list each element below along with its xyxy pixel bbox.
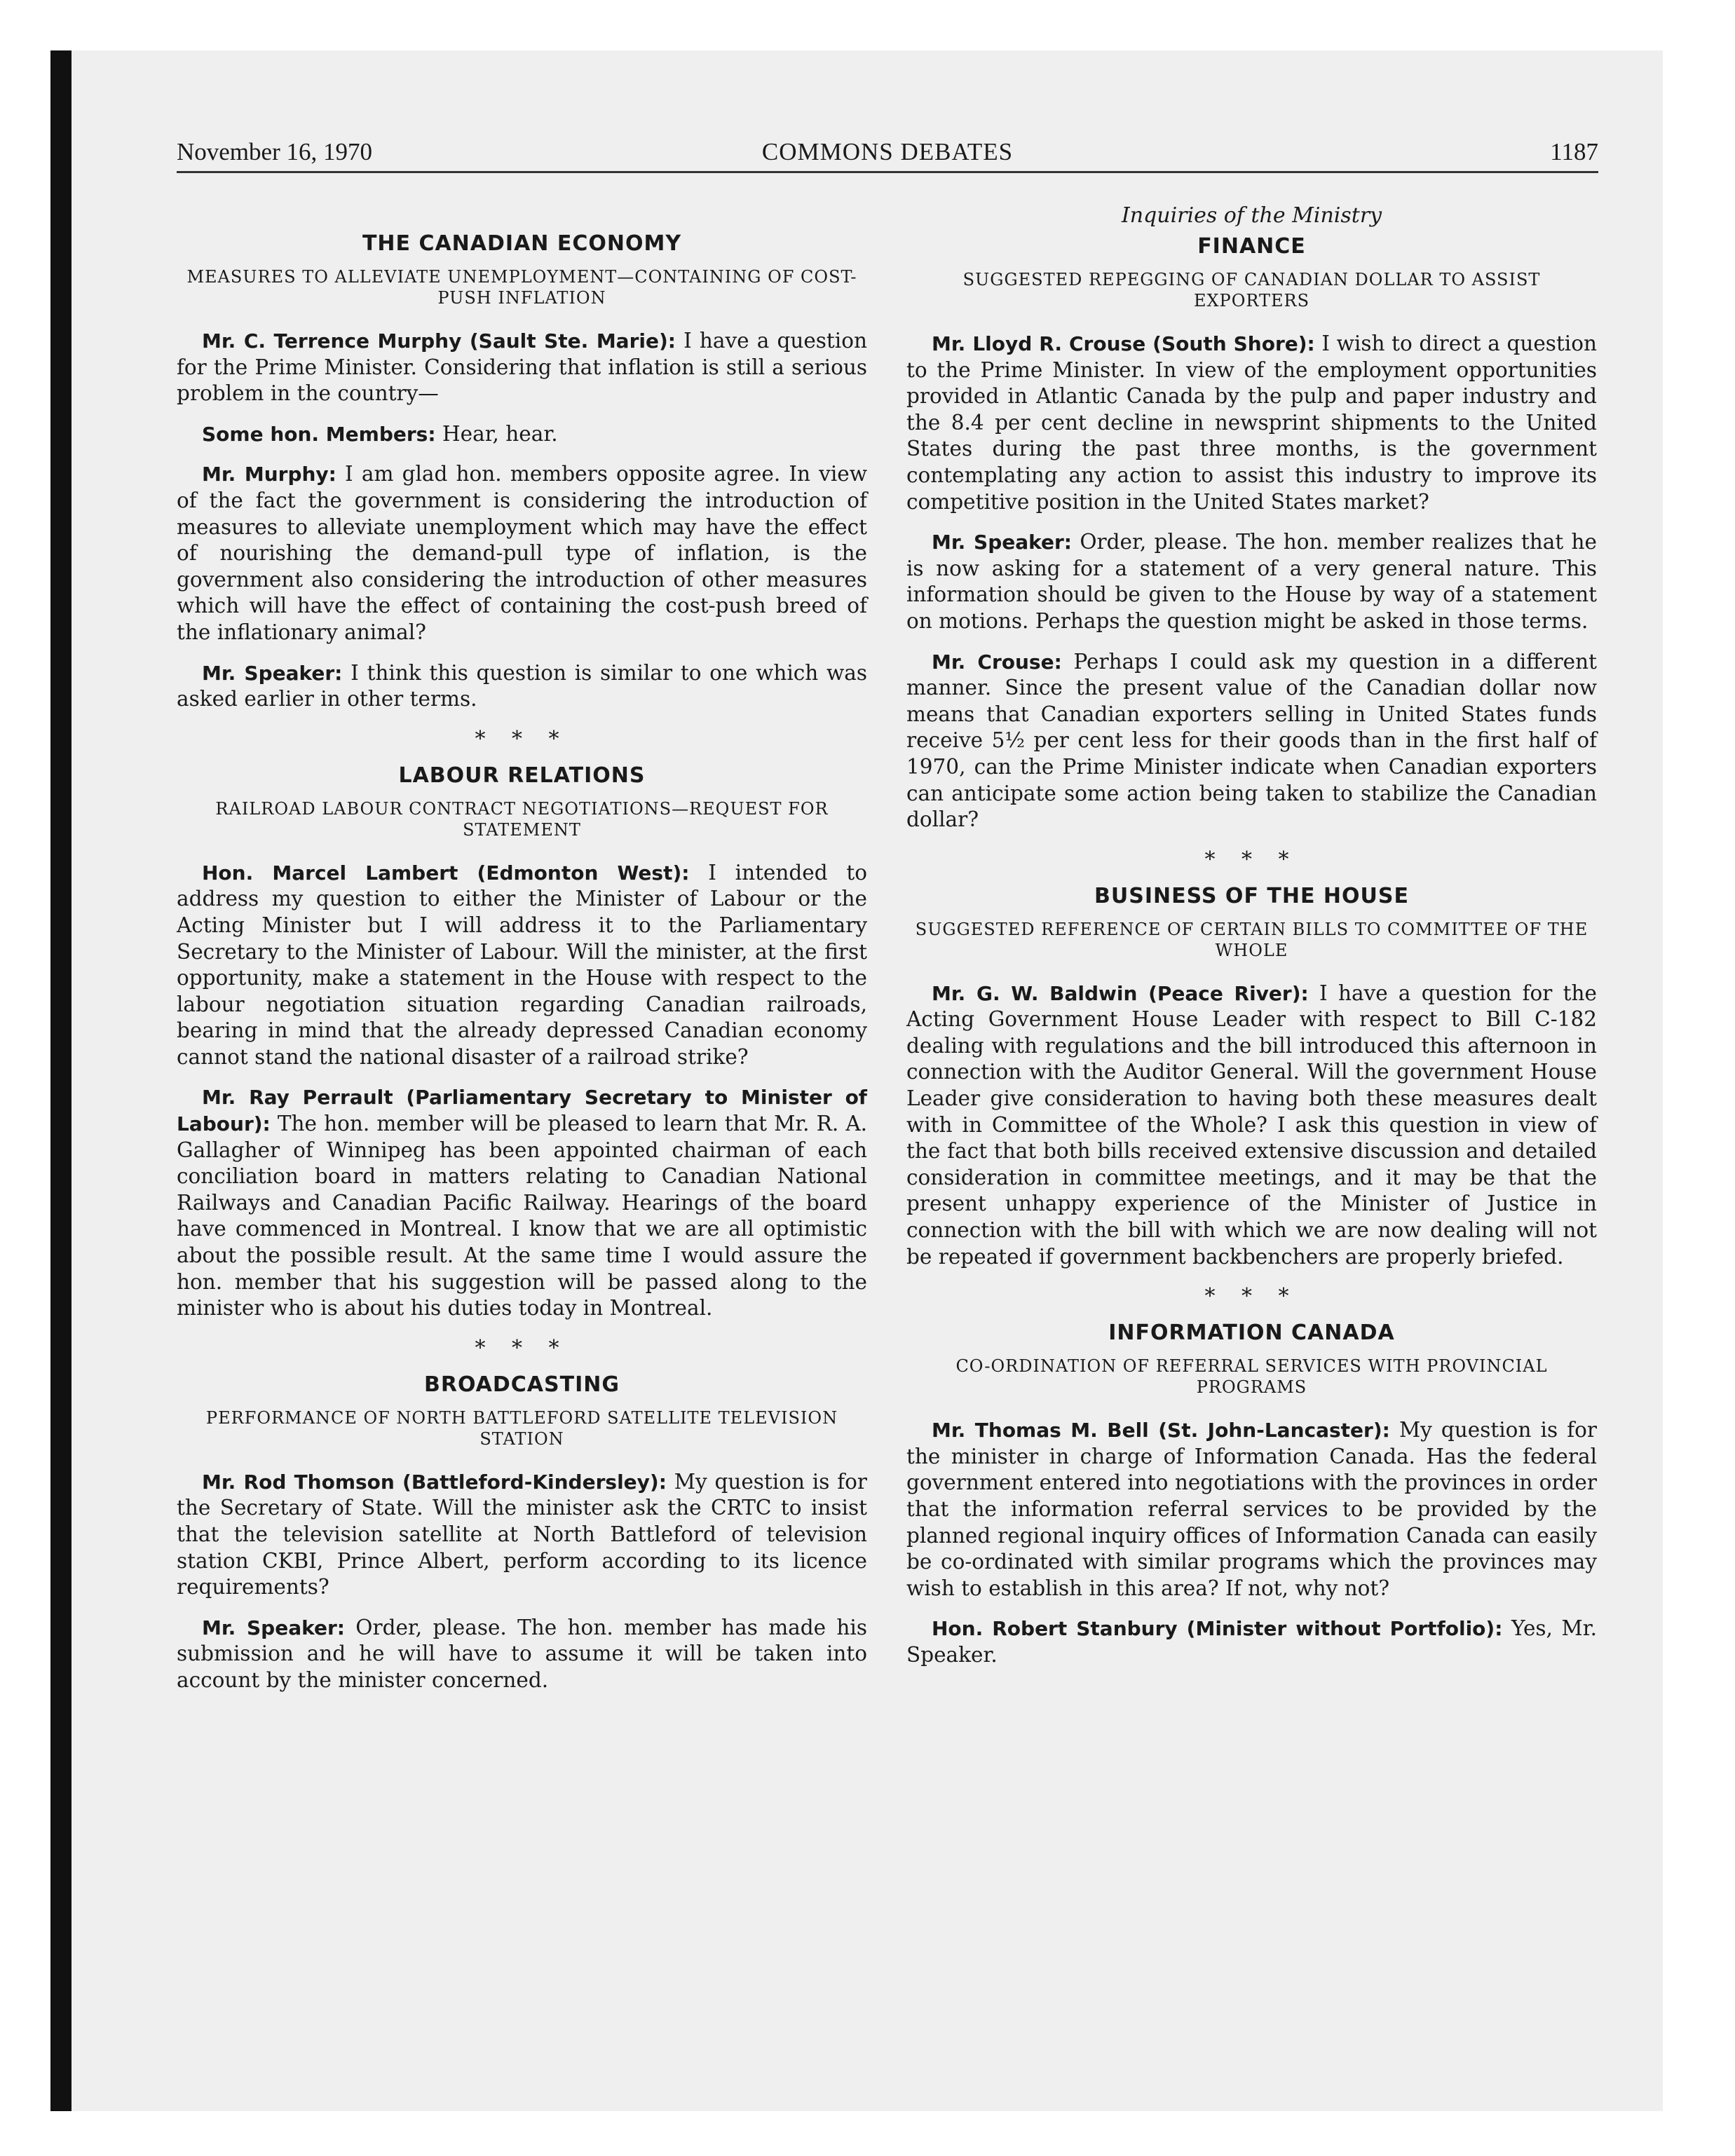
section-separator: * * * bbox=[1204, 847, 1299, 872]
speech-text: I have a question for the Acting Government House Leader with respect to Bill C-182 dealing with regulations and the bill introduced this afternoon in connection with the Auditor General. Will the government House Leader give consideration to having both these measures dealt with in Committee of the Whole? I ask this question in view of the fact that both bills received extensive discussion and detailed consideration in committee meetings, and it may be that the present unhappy experience of the Minister of Justice in connection with the bill with which we are now dealing will not be repeated if government backbenchers are properly briefed. bbox=[906, 981, 1597, 1269]
speech-text: My question is for the minister in charge of Information Canada. Has the federal government entered into negotiations with the provinces in order that the information referral services to be provided by the planned regional inquiry offices of Information Canada can easily be co-ordinated with similar programs which the provinces may wish to establish in this area? If not, why not? bbox=[906, 1418, 1597, 1600]
speaker-name: Hon. Marcel Lambert (Edmonton West): bbox=[202, 861, 690, 885]
speech-text: I intended to address my question to either the Minister of Labour or the Acting Minister but I will address it to the Parliamentary Secretary to the Minister of Labour. Will the minister, at the first opportunity, make a statement in the House with respect to the labour negotiation situation regarding Canadian railroads, bearing in mind that the already depressed Canadian economy cannot stand the national disaster of a railroad strike? bbox=[177, 860, 867, 1069]
speaker-name: Mr. Ray Perrault (Parliamentary Secretary to Minister of Labour): bbox=[177, 1086, 867, 1136]
header-page-number: 1187 bbox=[1550, 138, 1598, 165]
speech-speaker-order bbox=[177, 1615, 867, 1694]
speech-murphy-followup bbox=[177, 461, 867, 646]
section-title-finance: FINANCE bbox=[1197, 234, 1306, 259]
speech-baldwin bbox=[906, 981, 1597, 1271]
section-separator: * * * bbox=[475, 726, 569, 751]
left-column bbox=[177, 202, 867, 1708]
speech-text: I think this question is similar to one which was asked earlier in other terms. bbox=[177, 660, 867, 711]
speaker-name: Mr. Murphy: bbox=[202, 463, 336, 486]
speech-lambert bbox=[177, 860, 867, 1071]
speech-stanbury bbox=[906, 1616, 1597, 1668]
speaker-name: Mr. Speaker: bbox=[202, 661, 343, 685]
subtitle-referral-services: CO-ORDINATION OF REFERRAL SERVICES WITH PROVINCIAL PROGRAMS bbox=[955, 1356, 1548, 1398]
speaker-name: Mr. C. Terrence Murphy (Sault Ste. Marie): bbox=[202, 329, 676, 353]
subtitle-unemployment-inflation: MEASURES TO ALLEVIATE UNEMPLOYMENT—CONTAINING OF COST-PUSH INFLATION bbox=[186, 267, 857, 308]
speech-text: Order, please. The hon. member has made his submission and he will have to assume it will be taken into account by the minister concerned. bbox=[177, 1615, 867, 1692]
speech-speaker-ruling bbox=[177, 660, 867, 713]
running-section-label: Inquiries of the Ministry bbox=[1121, 203, 1382, 228]
speech-text: I have a question for the Prime Minister. Considering that inflation is still a serious problem in the country— bbox=[177, 329, 867, 406]
speech-text: My question is for the Secretary of State. Will the minister ask the CRTC to insist that the television satellite at North Battleford of television station CKBI, Prince Albert, perform according to its licence requirements? bbox=[177, 1469, 867, 1599]
right-column bbox=[906, 202, 1597, 1683]
running-header bbox=[177, 137, 1598, 173]
speech-murphy-question bbox=[177, 328, 867, 407]
speech-text: The hon. member will be pleased to learn that Mr. R. A. Gallagher of Winnipeg has been appointed chairman of each conciliation board in matters relating to Canadian National Railways and Canadian Pacific Railway. Hearings of the board have commenced in Montreal. I know that we are all optimistic about the possible result. At the same time I would assure the hon. member that his suggestion will be passed along to the minister who is about his duties today in Montreal. bbox=[177, 1112, 867, 1321]
speaker-name: Mr. Rod Thomson (Battleford-Kindersley): bbox=[202, 1470, 667, 1494]
speaker-name: Mr. Crouse: bbox=[932, 650, 1062, 674]
speech-crouse-followup bbox=[906, 649, 1597, 833]
subtitle-dollar-repegging: SUGGESTED REPEGGING OF CANADIAN DOLLAR TO ASSIST EXPORTERS bbox=[962, 270, 1541, 311]
speech-thomson bbox=[177, 1469, 867, 1601]
section-title-information-canada: INFORMATION CANADA bbox=[1108, 1321, 1395, 1346]
speaker-name: Some hon. Members: bbox=[202, 422, 436, 446]
speech-members-interjection bbox=[177, 421, 867, 448]
speech-text: I am glad hon. members opposite agree. In view of the fact the government is considering the introduction of measures to alleviate unemployment which may have the effect of nourishing the demand-pull type of inflation, is the government also considering the introduction of other measures which will have the effect of containing the cost-push breed of the inflationary animal? bbox=[177, 462, 867, 644]
subtitle-committee-of-whole: SUGGESTED REFERENCE OF CERTAIN BILLS TO COMMITTEE OF THE WHOLE bbox=[915, 919, 1588, 960]
speaker-name: Mr. Lloyd R. Crouse (South Shore): bbox=[932, 332, 1315, 355]
speaker-name: Mr. G. W. Baldwin (Peace River): bbox=[932, 981, 1309, 1005]
speech-perrault bbox=[177, 1084, 867, 1321]
header-date: November 16, 1970 bbox=[177, 138, 372, 165]
speech-text: Order, please. The hon. member realizes that he is now asking for a statement of a very general nature. This information should be given to the House by way of a statement on motions. Perhaps the question might be asked in those terms. bbox=[906, 530, 1597, 633]
speech-text: I wish to direct a question to the Prime Minister. In view of the employment opportunities provided in Atlantic Canada by the pulp and paper industry and the 8.4 per cent decline in newsprint shipments to the United States during the past three months, is the government contemplating any action to assist this industry to improve its competitive position in the United States market? bbox=[906, 332, 1597, 514]
section-title-labour-relations: LABOUR RELATIONS bbox=[398, 763, 646, 788]
section-title-canadian-economy: THE CANADIAN ECONOMY bbox=[362, 231, 682, 256]
speech-crouse-question bbox=[906, 331, 1597, 515]
speech-bell bbox=[906, 1417, 1597, 1602]
speaker-name: Mr. Speaker: bbox=[932, 531, 1072, 554]
section-separator: * * * bbox=[1204, 1284, 1299, 1309]
section-title-business-of-house: BUSINESS OF THE HOUSE bbox=[1094, 883, 1409, 908]
subtitle-north-battleford: PERFORMANCE OF NORTH BATTLEFORD SATELLITE TELEVISION STATION bbox=[205, 1407, 838, 1449]
speaker-name: Mr. Thomas M. Bell (St. John-Lancaster): bbox=[932, 1419, 1390, 1442]
speech-speaker-order bbox=[906, 529, 1597, 634]
section-separator: * * * bbox=[475, 1335, 569, 1360]
section-title-broadcasting: BROADCASTING bbox=[424, 1372, 620, 1397]
speech-text: Perhaps I could ask my question in a different manner. Since the present value of the Canadian dollar now means that Canadian exporters selling in United States funds receive 5½ per cent less for their goods than in the first half of 1970, can the Prime Minister indicate when Canadian exporters can anticipate some action being taken to stabilize the Canadian dollar? bbox=[906, 649, 1597, 832]
speaker-name: Hon. Robert Stanbury (Minister without Portfolio): bbox=[932, 1617, 1503, 1641]
speech-text: Yes, Mr. Speaker. bbox=[906, 1616, 1597, 1667]
speech-text: Hear, hear. bbox=[435, 421, 558, 446]
subtitle-railroad-negotiations: RAILROAD LABOUR CONTRACT NEGOTIATIONS—REQUEST FOR STATEMENT bbox=[215, 798, 829, 840]
scan-edge-shadow bbox=[50, 50, 72, 2111]
speaker-name: Mr. Speaker: bbox=[202, 1616, 345, 1639]
header-publication: COMMONS DEBATES bbox=[761, 138, 1014, 165]
